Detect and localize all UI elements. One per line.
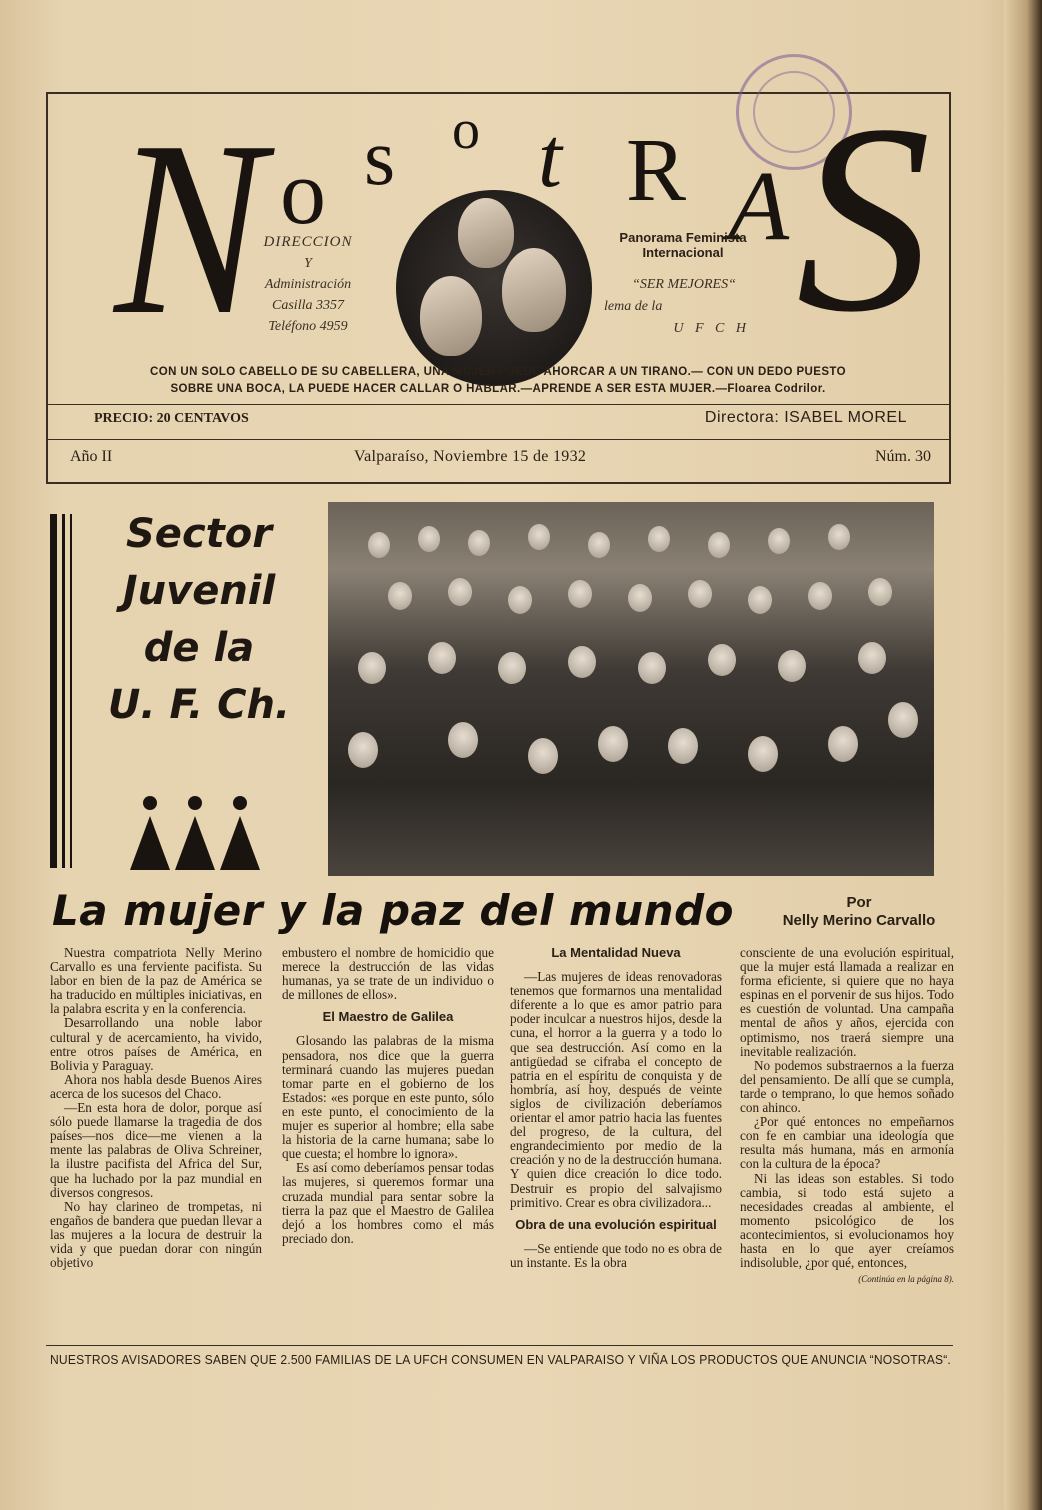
paragraph: No podemos substraernos a la fuerza del pensamiento. De allí que se cumpla, tarde o temprano, lo que hemos soñado con ahinco.	[740, 1057, 954, 1116]
footer-divider	[46, 1345, 953, 1346]
panorama-feminista	[608, 230, 758, 260]
face-illustration	[458, 198, 514, 268]
panorama-line: Internacional	[642, 245, 724, 260]
lema-line: “SER MEJORES“	[632, 277, 736, 292]
byline	[754, 894, 964, 930]
continued-note: (Continúa en la página 8).	[858, 1274, 954, 1285]
byline-por: Por	[846, 894, 872, 911]
masthead	[46, 69, 951, 484]
article-column-4	[740, 946, 954, 1286]
year-label: Año II	[70, 448, 113, 465]
direccion-line: Y	[304, 256, 312, 271]
figure-body	[175, 816, 215, 870]
footer-advert-note: NUESTROS AVISADORES SABEN QUE 2.500 FAMILIAS DE LA UFCH CONSUMEN EN VALPARAISO Y VIÑA LOS PRODUCTOS QUE ANUNCIA “NOSOTRAS“.	[50, 1352, 951, 1367]
direccion-line: Administración	[264, 277, 352, 292]
title-letter-a: A	[728, 150, 790, 261]
sector-juvenil-title	[94, 506, 304, 734]
title-letter-n: N	[114, 90, 265, 367]
article-column-3	[510, 946, 722, 1270]
paragraph: No hay clarineo de trompetas, ni engaños de bandera que puedan llevar a las mujeres a la locura de destruir la vida y que puedan dorar con ningún objetivo	[50, 1198, 262, 1271]
paragraph: Es así como deberíamos pensar todas las mujeres, si queremos formar una cruzada mundial para sentar sobre la tierra la paz que el Maestro de Galilea dejó a los hombres como el más preciado don.	[282, 1160, 494, 1246]
title-letter-s: s	[364, 114, 396, 202]
face-illustration	[502, 248, 566, 332]
article-column-1	[50, 946, 262, 1270]
paragraph: embustero el nombre de homicidio que merece la destrucción de las vidas humanas, ya se trate de un individuo o de millones de ellos».	[282, 945, 494, 1003]
paragraph: Glosando las palabras de la misma pensadora, nos dice que la guerra terminará cuando las mujeres puedan tomar parte en el gobierno de los Estados: «es porque en este punto, sólo en este punto, el conocimiento de la mujer es superior al hombre; ella sabe la historia de la carne humana; sabe lo que cuesta; el hombre lo ignora».	[282, 1033, 494, 1162]
price: PRECIO: 20 CENTAVOS	[94, 411, 249, 426]
quote-line: SOBRE UNA BOCA, LA PUEDE HACER CALLAR O HABLAR.—APRENDE A SER ESTA MUJER.—Floarea Codrilor.	[170, 383, 826, 395]
figure-head	[143, 796, 157, 810]
direccion-line: DIRECCION	[263, 234, 353, 250]
subheading: El Maestro de Galilea	[322, 1009, 454, 1025]
divider	[48, 439, 949, 440]
three-women-icon	[120, 790, 270, 870]
title-letter-r: R	[626, 121, 687, 220]
figure-body	[130, 816, 170, 870]
direccion-line: Casilla 3357	[272, 298, 344, 313]
vertical-rule	[50, 514, 57, 868]
paragraph: Nuestra compatriota Nelly Merino Carvallo es una ferviente pacifista. Su labor en bien de la paz de América se ha traducido en múltiples iniciativas, en la palabra escrita y en la conferencia.	[50, 945, 262, 1017]
figure-head	[188, 796, 202, 810]
article-headline: La mujer y la paz del mundo	[52, 886, 734, 935]
lema-line: lema de la	[604, 299, 663, 314]
page-edge	[1004, 0, 1042, 1510]
author-name: Nelly Merino Carvallo	[782, 912, 936, 929]
lema-line: U F C H	[673, 321, 750, 336]
figure-head	[233, 796, 247, 810]
sector-line: de la	[143, 625, 255, 671]
title-letter-o2: o	[452, 99, 480, 161]
paragraph: Desarrollando una noble labor cultural y de acercamiento, ha vivido, entre otros países de América, en Bolivia y Paraguay.	[50, 1015, 262, 1073]
group-photo	[328, 502, 934, 876]
sector-line: Sector	[126, 511, 272, 557]
vertical-rule	[70, 514, 72, 868]
face-illustration	[420, 276, 482, 356]
sector-line: Juvenil	[122, 568, 276, 614]
paragraph: —Las mujeres de ideas renovadoras tenemos que formarnos una mentalidad diferente a lo que es amor patrio para poder inculcar a nuestros hijos, desde la cuna, el horror a la guerra y a todo lo que sea destrucción. Así como en la antigüedad se cifraba el concepto de patria en el espíritu de conquista y de hombría, así hoy, después de veinte siglos de civilización deberíamos orientar el amor patrio hacia las fuentes del progreso, de la cultura, del engrandecimiento por medio de la creación y no de la destrucción humana. Y quien dice creación lo dice todo. Destruir es propio del salvajismo primitivo. Crear es obra civilizadora...	[510, 969, 723, 1210]
lema-block	[604, 274, 764, 340]
paragraph: Ahora nos habla desde Buenos Aires acerca de los sucesos del Chaco.	[50, 1071, 262, 1101]
title-letter-t: t	[538, 109, 562, 205]
title-letter-o: o	[280, 141, 326, 243]
paragraph: —En esta hora de dolor, porque así sólo puede llamarse la tragedia de dos países—nos dice—me vienen a la mente las palabras de Oliva Schreiner, la ilustre pacifista del Africa del Sur, que ha luchado por la paz mundial en diversos congresos.	[50, 1100, 262, 1200]
logo-women-faces	[396, 190, 592, 386]
paragraph: —Se entiende que todo no es obra de un instante. Es la obra	[510, 1240, 722, 1270]
issue-number: Núm. 30	[875, 448, 931, 465]
subheading: Obra de una evolución espiritual	[515, 1216, 717, 1232]
subheading: La Mentalidad Nueva	[551, 945, 681, 960]
masthead-quote	[88, 364, 908, 398]
quote-line: CON UN SOLO CABELLO DE SU CABELLERA, UNA MUJER PUEDE AHORCAR A UN TIRANO.— CON UN DEDO PUESTO	[150, 366, 846, 378]
divider	[48, 404, 949, 405]
paragraph: ¿Por qué entonces no empeñarnos con fe en cambiar una ideología que resulta más humana, más en armonía con la cultura de la época?	[740, 1114, 954, 1172]
paragraph: consciente de una evolución espiritual, que la mujer está llamada a realizar en forma eficiente, si quiere que no haya espinas en el porvenir de sus hijos. Todo es cuestión de voluntad. Una campaña mental de años y años, ejercida con optimismo, nos traerá siempre una inevitable realización.	[740, 945, 954, 1059]
direccion-block	[248, 232, 368, 337]
directora: Directora: ISABEL MOREL	[704, 409, 907, 426]
title-letter-s2: S	[796, 69, 931, 368]
issue-date: Valparaíso, Noviembre 15 de 1932	[354, 448, 587, 465]
figure-body	[220, 816, 260, 870]
article-column-2	[282, 946, 494, 1246]
sector-line: U. F. Ch.	[107, 682, 291, 728]
direccion-line: Teléfono 4959	[268, 319, 348, 334]
panorama-line: Panorama Feminista	[619, 230, 747, 245]
paragraph: Ni las ideas son estables. Si todo cambia, si todo está sujeto a necesidades creadas al ambiente, el momento psicológico de los acontecimientos, si evolucionamos hoy hasta en lo que ayer creíamos indisoluble, ¿por qué, entonces,	[740, 1170, 954, 1271]
vertical-rule	[62, 514, 65, 868]
